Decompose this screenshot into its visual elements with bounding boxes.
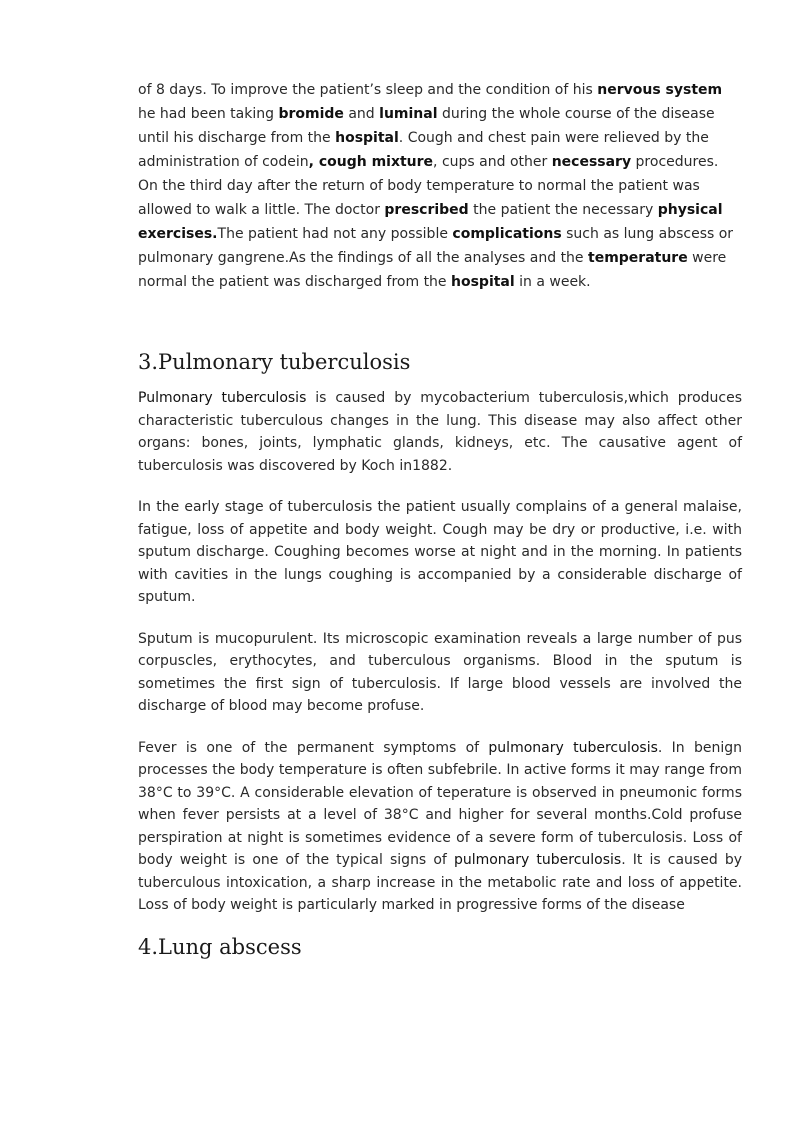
intro-paragraph [138, 78, 742, 294]
intro-bold-term: , cough mixture [308, 154, 434, 170]
document-page [138, 78, 742, 959]
intro-bold-term: bromide [278, 106, 344, 122]
intro-bold-term: temperature [588, 250, 688, 266]
intro-bold-term: luminal [379, 106, 438, 122]
body-paragraph: Sputum is mucopurulent. Its microscopic examination reveals a large number of pus corpuscles, erythocytes, and tuberculous organisms. Blood in the sputum is sometimes the first sign of tuberculosis. If large blood vessels are involved the discharge of blood may become profuse. [138, 630, 742, 714]
intro-bold-term: nervous system [597, 82, 723, 98]
key-term: Pulmonary tuberculosis [138, 390, 307, 406]
intro-text: and [343, 106, 380, 122]
intro-text: in a week. [514, 274, 591, 290]
paragraph-text: . It is caused by tuberculous intoxication, a sharp increase in the metabolic rate and loss of appetite. Loss of body weight is particularly marked in progressive forms of the disease [138, 852, 742, 913]
intro-bold-term: prescribed [384, 202, 469, 218]
intro-text: such as lung abscess or pulmonary gangrene.As the findings of all the analyses and the [138, 226, 734, 266]
body-paragraph: In the early stage of tuberculosis the patient usually complains of a general malaise, fatigue, loss of appetite and body weight. Cough may be dry or productive, i.e. with sputum discharge. Coughing becomes worse at night and in the morning. In patients with cavities in the lungs coughing is accompanied by a considerable discharge of sputum. [138, 499, 742, 605]
intro-bold-term: physical exercises. [138, 202, 723, 242]
intro-text: . Cough and chest pain were relieved by the administration of codein [138, 130, 709, 170]
intro-bold-term: necessary [551, 154, 632, 170]
intro-text: procedures. On the third day after the return of body temperature to normal the patient was allowed to walk a little. The doctor [138, 154, 719, 218]
intro-bold-term: complications [452, 226, 562, 242]
intro-text: of 8 days. To improve the patient’s sleep and the condition of his [138, 82, 598, 98]
intro-text: were normal the patient was discharged from the [138, 250, 727, 290]
key-term: pulmonary tuberculosis [488, 739, 658, 756]
intro-bold-term: hospital [335, 130, 399, 146]
paragraph-text: is caused by mycobacterium tuberculosis,which produces characteristic tuberculous changes in the lung. This disease may also affect other organs: bones, joints, lymphatic glands, kidneys, etc. The causative agent of tuberculosis was discovered by Koch in1882. [138, 390, 742, 474]
paragraph-text: . In benign processes the body temperature is often subfebrile. In active forms it may range from 38°C to 39°C. A considerable elevation of teperature is observed in pneumonic forms when fever persists at a level of 38°C and higher for several months.Cold profuse perspiration at night is sometimes evidence of a severe form of tuberculosis. Loss of body weight is one of the typical signs of [138, 739, 743, 868]
body-paragraph [138, 737, 742, 917]
section-heading-lung-abscess: 4.Lung abscess [138, 934, 302, 959]
intro-text: the patient the necessary [468, 202, 658, 218]
intro-bold-term: hospital [451, 274, 515, 290]
key-term: pulmonary tuberculosis [453, 852, 622, 868]
intro-text: during the whole course of the disease until his discharge from the [138, 106, 715, 146]
intro-text: he had been taking [138, 106, 279, 122]
intro-text: The patient had not any possible [217, 226, 453, 242]
body-paragraph [138, 387, 742, 477]
intro-text: , cups and other [433, 154, 552, 170]
section-heading-pulmonary-tuberculosis: 3.Pulmonary tuberculosis [138, 350, 411, 374]
paragraph-text: Fever is one of the permanent symptoms of [138, 739, 489, 756]
